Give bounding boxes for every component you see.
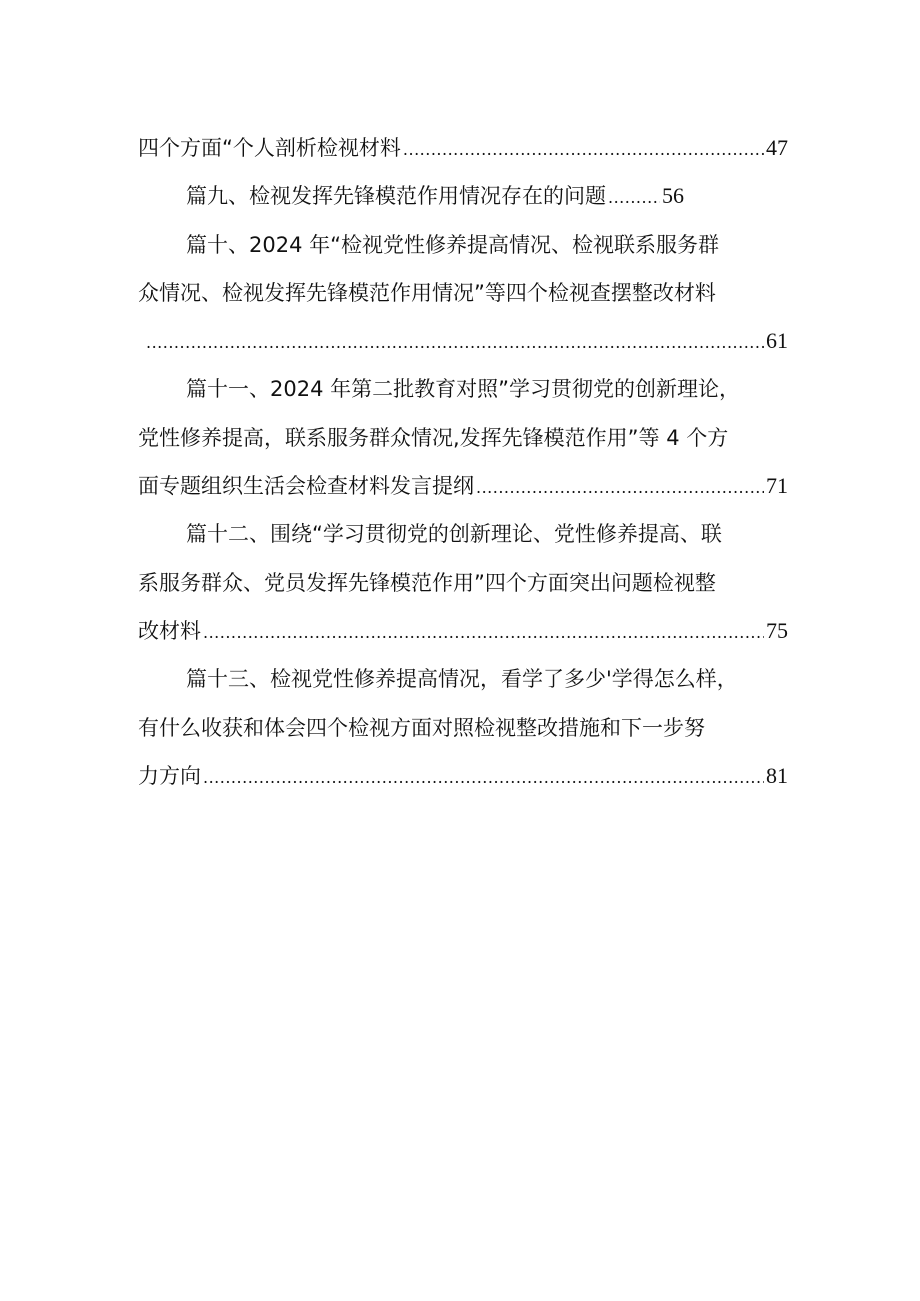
toc-entry-12-line-2[interactable] (138, 559, 788, 607)
toc-entry-10-title-1: 篇十、2024 年“检视党性修养提高情况、检视联系服务群 (186, 232, 719, 257)
toc-entry-11-page: 71 (766, 473, 788, 499)
toc-entry-13-page: 81 (766, 762, 788, 788)
toc-entry-11-title-2: 党性修养提高，联系服务群众情况,发挥先锋模范作用”等 4 个方 (138, 425, 729, 450)
toc-leader-dots (476, 464, 764, 510)
toc-entry-9-title: 篇九、检视发挥先锋模范作用情况存在的问题 (186, 184, 606, 209)
toc-entry-13-line-3[interactable] (138, 752, 788, 800)
toc-entry-13-title-3: 力方向 (138, 763, 201, 788)
toc-entry-8-title: 四个方面“个人剖析检视材料 (138, 136, 401, 160)
toc-entry-11-line-3[interactable] (138, 462, 788, 510)
toc-leader-dots (608, 174, 660, 220)
toc-entry-8-page: 47 (766, 135, 788, 160)
toc-entry-10-line-3[interactable] (138, 317, 788, 365)
toc-entry-12-title-1: 篇十二、围绕“学习贯彻党的创新理论、党性修养提高、联 (186, 522, 722, 547)
toc-entry-13-title-2: 有什么收获和体会四个检视方面对照检视整改措施和下一步努 (138, 715, 705, 740)
toc-entry-10-page: 61 (766, 328, 788, 354)
toc-entry-12-page: 75 (766, 617, 788, 643)
toc-entry-10-title-2: 众情况、检视发挥先锋模范作用情况”等四个检视查摆整改材料 (138, 280, 716, 305)
toc-entry-11-line-1[interactable] (138, 365, 788, 413)
toc-entry-8-line[interactable] (138, 124, 788, 172)
toc-entry-10-line-2[interactable] (138, 269, 788, 317)
toc-entry-11-title-1: 篇十一、2024 年第二批教育对照”学习贯彻党的创新理论， (186, 377, 740, 402)
toc-entry-9-line[interactable] (138, 172, 788, 220)
toc-leader-dots (203, 754, 764, 800)
toc-entry-13-title-1: 篇十三、检视党性修养提高情况，看学了多少'学得怎么样， (186, 667, 738, 692)
toc-leader-dots (203, 609, 764, 655)
toc-entry-12-line-3[interactable] (138, 607, 788, 655)
toc-leader-dots (146, 319, 764, 365)
table-of-contents (138, 124, 788, 800)
toc-entry-9-page: 56 (662, 183, 684, 209)
toc-entry-10-line-1[interactable] (138, 221, 788, 269)
toc-entry-11-title-3: 面专题组织生活会检查材料发言提纲 (138, 474, 474, 499)
toc-leader-dots (403, 126, 764, 172)
toc-entry-12-line-1[interactable] (138, 510, 788, 558)
toc-entry-11-line-2[interactable] (138, 414, 788, 462)
toc-entry-13-line-1[interactable] (138, 655, 788, 703)
toc-entry-12-title-2: 系服务群众、党员发挥先锋模范作用”四个方面突出问题检视整 (138, 570, 716, 595)
toc-entry-12-title-3: 改材料 (138, 618, 201, 643)
toc-entry-13-line-2[interactable] (138, 704, 788, 752)
